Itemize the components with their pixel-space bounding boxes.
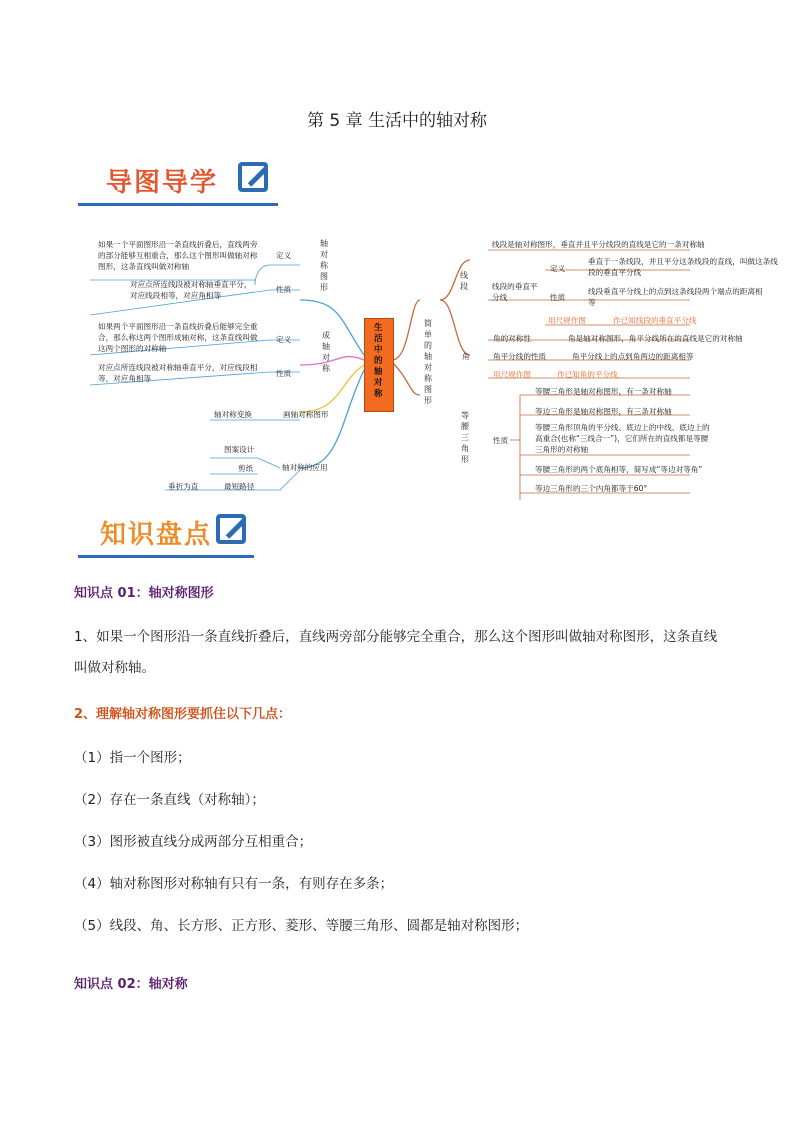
node-seg-sym: 线段是轴对称图形，垂直并且平分线段的直线是它的一条对称轴 bbox=[492, 240, 705, 249]
node-iso3: 等腰三角形顶角的平分线、底边上的中线、底边上的高重合(也称“三线合一”)，它们所在的直线都是等腰三角形的对称轴 bbox=[535, 423, 710, 454]
list-item: （4）轴对称图形对称轴有只有一条，有则存在多条； bbox=[74, 876, 394, 892]
node-draw: 画轴对称图形 bbox=[283, 410, 329, 419]
node-apply3-sub: 垂折为直 bbox=[168, 482, 199, 491]
page-title: 第 5 章 生活中的轴对称 bbox=[306, 111, 488, 131]
node-perp-bisector: 线段的垂直平分线 bbox=[492, 282, 538, 302]
banner-mindmap-text: 导图导学 bbox=[106, 168, 219, 198]
subheading-points: 2、理解轴对称图形要抓住以下几点： bbox=[74, 707, 292, 722]
node-iso-prop: 性质 bbox=[493, 436, 509, 445]
node-iso5: 等边三角形的三个内角都等于60° bbox=[535, 484, 648, 493]
node-pb-def-label: 定义 bbox=[550, 264, 566, 273]
node-prop2-text: 对应点所连线段被对称轴垂直平分，对应线段相等，对应角相等 bbox=[98, 363, 258, 383]
list-item: （2）存在一条直线（对称轴）； bbox=[74, 792, 265, 808]
node-ruler1-text: 作已知线段的垂直平分线 bbox=[613, 316, 697, 325]
node-bisector-label: 角平分线的性质 bbox=[493, 352, 547, 361]
node-apply1: 图案设计 bbox=[224, 445, 255, 454]
node-iso4: 等腰三角形的两个底角相等，简写成“等边对等角” bbox=[535, 465, 703, 474]
node-ruler2: 用尺规作图 bbox=[493, 370, 531, 379]
list-item: （3）图形被直线分成两部分互相重合； bbox=[74, 834, 313, 850]
banner-underline bbox=[78, 555, 254, 558]
node-bisector: 角平分线上的点到角两边的距离相等 bbox=[572, 352, 694, 361]
node-iso1: 等腰三角形是轴对称图形，有一条对称轴 bbox=[535, 387, 672, 396]
node-ruler1: 用尺规作图 bbox=[548, 316, 586, 325]
node-prop-label: 性质 bbox=[276, 285, 292, 294]
node-axis-sym: 成轴对称 bbox=[322, 331, 330, 373]
mindmap-center bbox=[364, 318, 394, 412]
node-iso2: 等边三角形是轴对称图形，有三条对称轴 bbox=[535, 407, 672, 416]
banner-knowledge bbox=[78, 512, 254, 558]
knowledge-point-2: 知识点 02：轴对称 bbox=[74, 977, 188, 992]
node-pb-prop-label: 性质 bbox=[550, 293, 566, 302]
node-transform: 轴对称变换 bbox=[214, 410, 252, 419]
list-item: （1）指一个图形； bbox=[74, 750, 191, 766]
list-item: （5）线段、角、长方形、正方形、菱形、等腰三角形、圆都是轴对称图形； bbox=[74, 918, 529, 934]
node-def2-label: 定义 bbox=[276, 335, 292, 344]
node-ruler2-text: 作已知角的平分线 bbox=[557, 370, 618, 379]
node-axis-sym-figure: 轴对称图形 bbox=[320, 239, 328, 292]
node-pb-def: 垂直于一条线段，并且平分这条线段的直线，叫做这条线段的垂直平分线 bbox=[588, 257, 778, 277]
knowledge-point-1: 知识点 01：轴对称图形 bbox=[74, 586, 214, 601]
node-def-text: 如果一个平面图形沿一条直线折叠后，直线两旁的部分能够互相重合，那么这个图形叫做轴对称图形，这条直线叫做对称轴 bbox=[98, 240, 258, 271]
node-pb-prop: 线段垂直平分线上的点到这条线段两个端点的距离相等 bbox=[588, 287, 763, 307]
node-def-label: 定义 bbox=[276, 251, 292, 260]
node-prop-text: 对应点所连线段被对称轴垂直平分，对应线段相等，对应角相等 bbox=[130, 280, 252, 300]
node-apply2: 剪纸 bbox=[238, 464, 254, 473]
node-def2-text: 如果两个平面图形沿一条直线折叠后能够完全重合，那么称这两个图形成轴对称，这条直线叫做这两个图形的对称轴 bbox=[98, 322, 258, 353]
node-prop2-label: 性质 bbox=[276, 369, 292, 378]
node-isosceles: 等腰三角形 bbox=[461, 411, 469, 464]
node-simple: 简单的轴对称图形 bbox=[424, 319, 432, 405]
banner-knowledge-text: 知识盘点 bbox=[100, 520, 213, 550]
node-apply3: 最短路径 bbox=[224, 482, 255, 491]
node-angle-sym: 角是轴对称图形，角平分线所在的直线是它的对称轴 bbox=[568, 334, 743, 343]
paragraph-definition: 1、如果一个图形沿一条直线折叠后，直线两旁部分能够完全重合，那么这个图形叫做轴对称图形，这条直线叫做对称轴。 bbox=[74, 629, 718, 676]
node-angle-sym-label: 角的对称性 bbox=[493, 334, 531, 343]
node-segment: 线段 bbox=[460, 271, 468, 291]
node-apply: 轴对称的应用 bbox=[282, 463, 328, 472]
mindmap-center-text: 生活中的轴对称 bbox=[374, 323, 383, 399]
node-angle: 角 bbox=[462, 352, 470, 361]
